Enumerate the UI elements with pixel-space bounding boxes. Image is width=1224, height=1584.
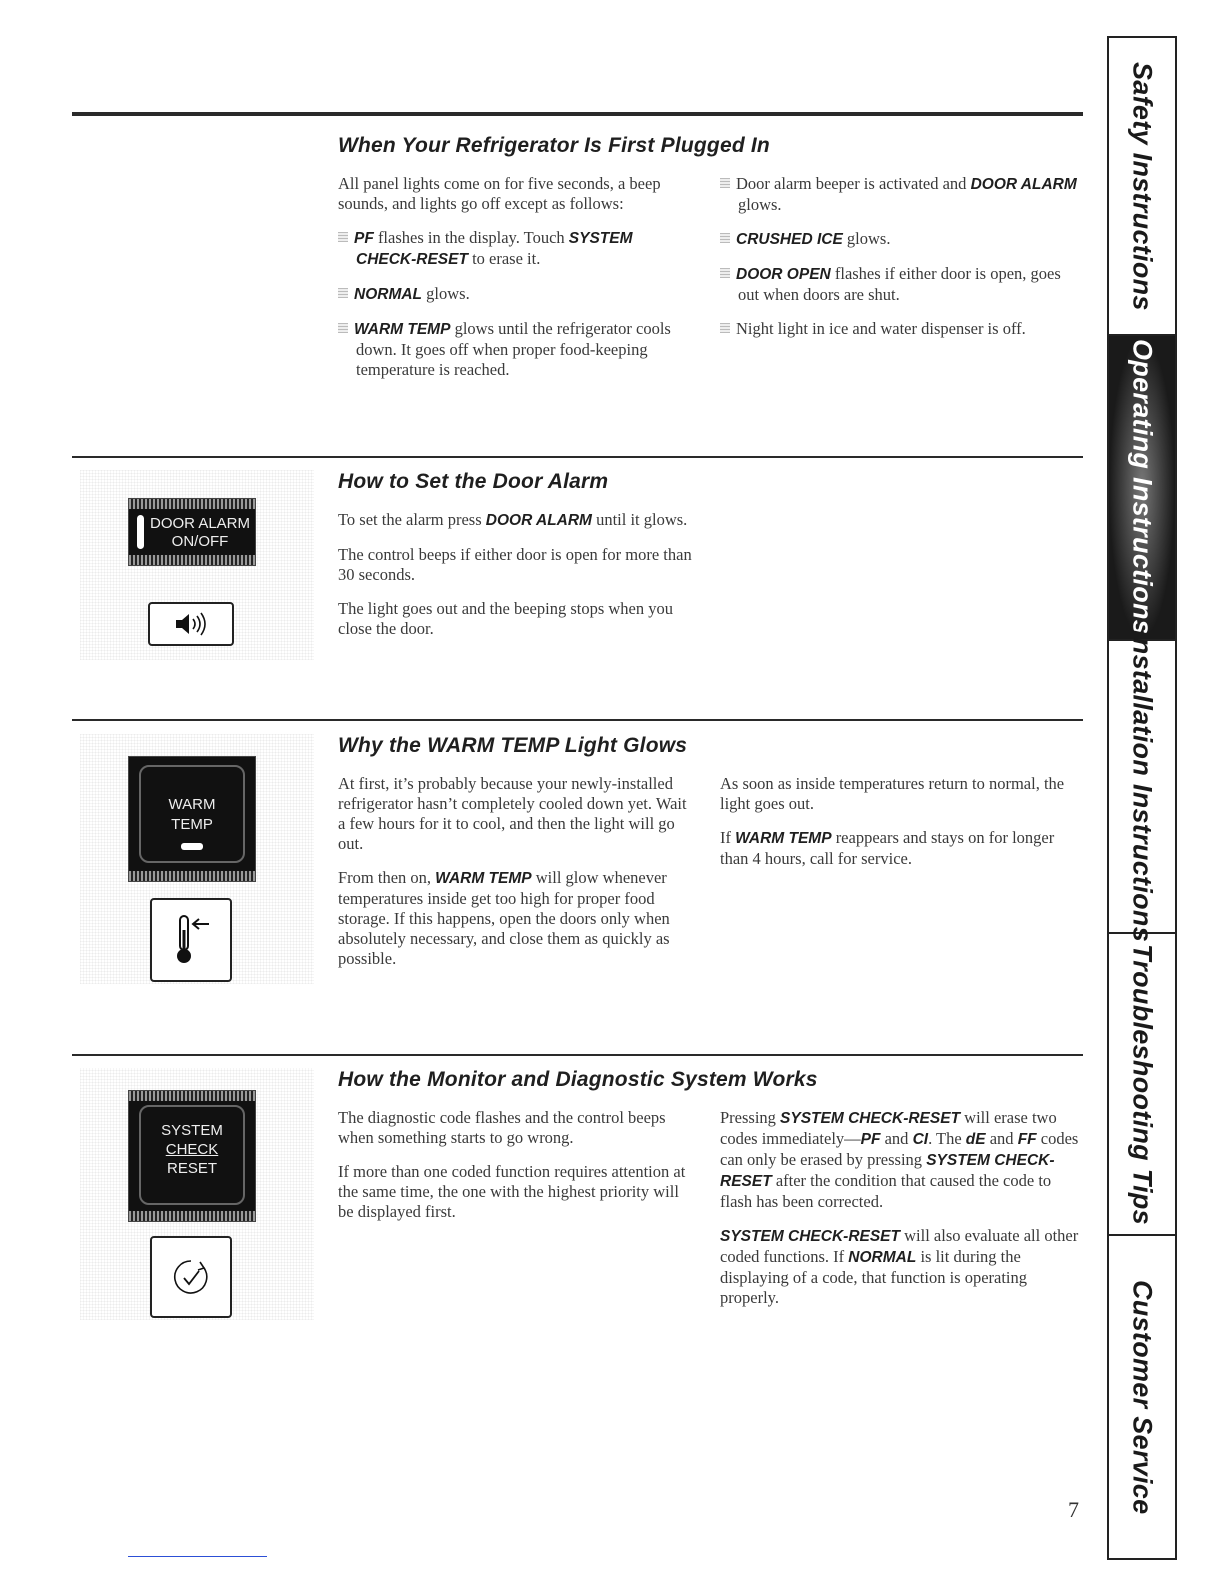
panel-label: WARM bbox=[168, 796, 216, 813]
paragraph: The diagnostic code flashes and the control beeps when something starts to go wrong. bbox=[338, 1108, 666, 1147]
panel-label: SYSTEM bbox=[161, 1122, 223, 1139]
tab-customer-service[interactable] bbox=[1109, 1236, 1175, 1558]
paragraph: Pressing SYSTEM CHECK-RESET will erase two codes immediately—PF and CI. The dE and FF codes can only be erased by pressing SYSTEM CHECK-RESET after the condition that caused the code to flash has been corrected. bbox=[720, 1108, 1079, 1211]
warm-temp-panel bbox=[128, 756, 256, 882]
bullet-door-alarm: Door alarm beeper is activated and DOOR ALARM glows. bbox=[720, 174, 1080, 215]
paragraph: As soon as inside temperatures return to normal, the light goes out. bbox=[720, 774, 1065, 813]
system-check-illustration bbox=[80, 1068, 314, 1320]
bullet-icon bbox=[338, 232, 348, 242]
paragraph: SYSTEM CHECK-RESET will also evaluate all other coded functions. If NORMAL is lit during the displaying of a code, that function is operating properly. bbox=[720, 1226, 1079, 1307]
section-door-alarm bbox=[72, 470, 1083, 710]
paragraph: The control beeps if either door is open for more than 30 seconds. bbox=[338, 545, 692, 584]
tab-installation-instructions[interactable] bbox=[1109, 630, 1175, 943]
section-divider bbox=[72, 1054, 1083, 1056]
panel-label: RESET bbox=[166, 1160, 217, 1177]
bullet-icon bbox=[720, 233, 730, 243]
panel-label: ON/OFF bbox=[171, 533, 229, 550]
paragraph: The light goes out and the beeping stops when you close the door. bbox=[338, 599, 673, 638]
speaker-icon bbox=[174, 612, 208, 636]
section-divider bbox=[72, 719, 1083, 721]
intro-paragraph: All panel lights come on for five seconds, a beep sounds, and lights go off except as follows: bbox=[338, 174, 661, 213]
paragraph: From then on, WARM TEMP will glow whenever temperatures inside get too high for proper food storage. If this happens, open the doors only when absolutely necessary, and close them as quickly as possible. bbox=[338, 868, 670, 968]
tab-troubleshooting-tips[interactable] bbox=[1109, 934, 1175, 1236]
thermometer-icon bbox=[169, 912, 213, 968]
section-heading: Why the WARM TEMP Light Glows bbox=[338, 734, 688, 757]
top-divider bbox=[72, 112, 1083, 116]
section-heading: When Your Refrigerator Is First Plugged In bbox=[338, 134, 770, 157]
right-column bbox=[720, 774, 1080, 883]
section-monitor-diagnostic bbox=[72, 1068, 1083, 1368]
section-divider bbox=[72, 456, 1083, 458]
right-column bbox=[720, 1108, 1080, 1322]
tab-label: Operating Instructions bbox=[1127, 339, 1158, 636]
paragraph: At first, it’s probably because your newly-installed refrigerator hasn’t completely cooled down yet. Wait a few hours for it to cool, and then the light will go out. bbox=[338, 774, 687, 853]
paragraph: If WARM TEMP reappears and stays on for longer than 4 hours, call for service. bbox=[720, 828, 1055, 868]
section-heading: How the Monitor and Diagnostic System Works bbox=[338, 1068, 818, 1091]
main-column bbox=[338, 510, 698, 653]
check-circle-icon bbox=[171, 1257, 211, 1297]
bullet-icon bbox=[338, 288, 348, 298]
bullet-icon bbox=[720, 178, 730, 188]
bullet-pf: PF flashes in the display. Touch SYSTEM CHECK-RESET to erase it. bbox=[338, 228, 688, 270]
bullet-icon bbox=[720, 268, 730, 278]
panel-label: DOOR ALARM bbox=[149, 515, 251, 532]
tab-label: Installation Instructions bbox=[1127, 630, 1158, 943]
left-column bbox=[338, 774, 698, 983]
section-tabs bbox=[1107, 36, 1177, 1560]
section-warm-temp bbox=[72, 734, 1083, 1034]
bullet-crushed-ice: CRUSHED ICE glows. bbox=[720, 229, 1080, 250]
bullet-icon bbox=[720, 323, 730, 333]
left-column bbox=[338, 174, 688, 394]
door-alarm-panel bbox=[128, 498, 256, 566]
footer-line bbox=[128, 1556, 267, 1557]
tab-label: Customer Service bbox=[1127, 1279, 1158, 1515]
tab-label: Troubleshooting Tips bbox=[1127, 943, 1158, 1225]
warm-temp-illustration bbox=[80, 734, 314, 984]
indicator-light bbox=[181, 843, 203, 850]
bullet-warm-temp: WARM TEMP glows until the refrigerator cools down. It goes off when proper food-keeping temperature is reached. bbox=[338, 319, 688, 380]
panel-label: TEMP bbox=[171, 816, 213, 833]
system-check-panel bbox=[128, 1090, 256, 1222]
warm-temp-button[interactable] bbox=[150, 898, 232, 982]
paragraph: If more than one coded function requires attention at the same time, the one with the highest priority will be displayed first. bbox=[338, 1162, 686, 1221]
bullet-night-light: Night light in ice and water dispenser is off. bbox=[720, 319, 1080, 339]
door-alarm-illustration bbox=[80, 470, 314, 660]
bullet-icon bbox=[338, 323, 348, 333]
door-alarm-button[interactable] bbox=[148, 602, 234, 646]
section-heading: How to Set the Door Alarm bbox=[338, 470, 609, 493]
panel-label: CHECK bbox=[165, 1141, 219, 1158]
right-column bbox=[720, 174, 1080, 353]
bullet-door-open: DOOR OPEN flashes if either door is open, goes out when doors are shut. bbox=[720, 264, 1080, 305]
bullet-normal: NORMAL glows. bbox=[338, 284, 688, 305]
tab-label: Safety Instructions bbox=[1127, 61, 1158, 311]
tab-operating-instructions[interactable] bbox=[1109, 336, 1175, 641]
section-first-plugged-in bbox=[72, 134, 1083, 434]
left-column bbox=[338, 1108, 698, 1236]
paragraph: To set the alarm press DOOR ALARM until it glows. bbox=[338, 510, 688, 529]
system-check-button[interactable] bbox=[150, 1236, 232, 1318]
tab-safety-instructions[interactable] bbox=[1109, 38, 1175, 336]
page-number: 7 bbox=[1068, 1497, 1079, 1522]
indicator-light bbox=[137, 515, 144, 549]
